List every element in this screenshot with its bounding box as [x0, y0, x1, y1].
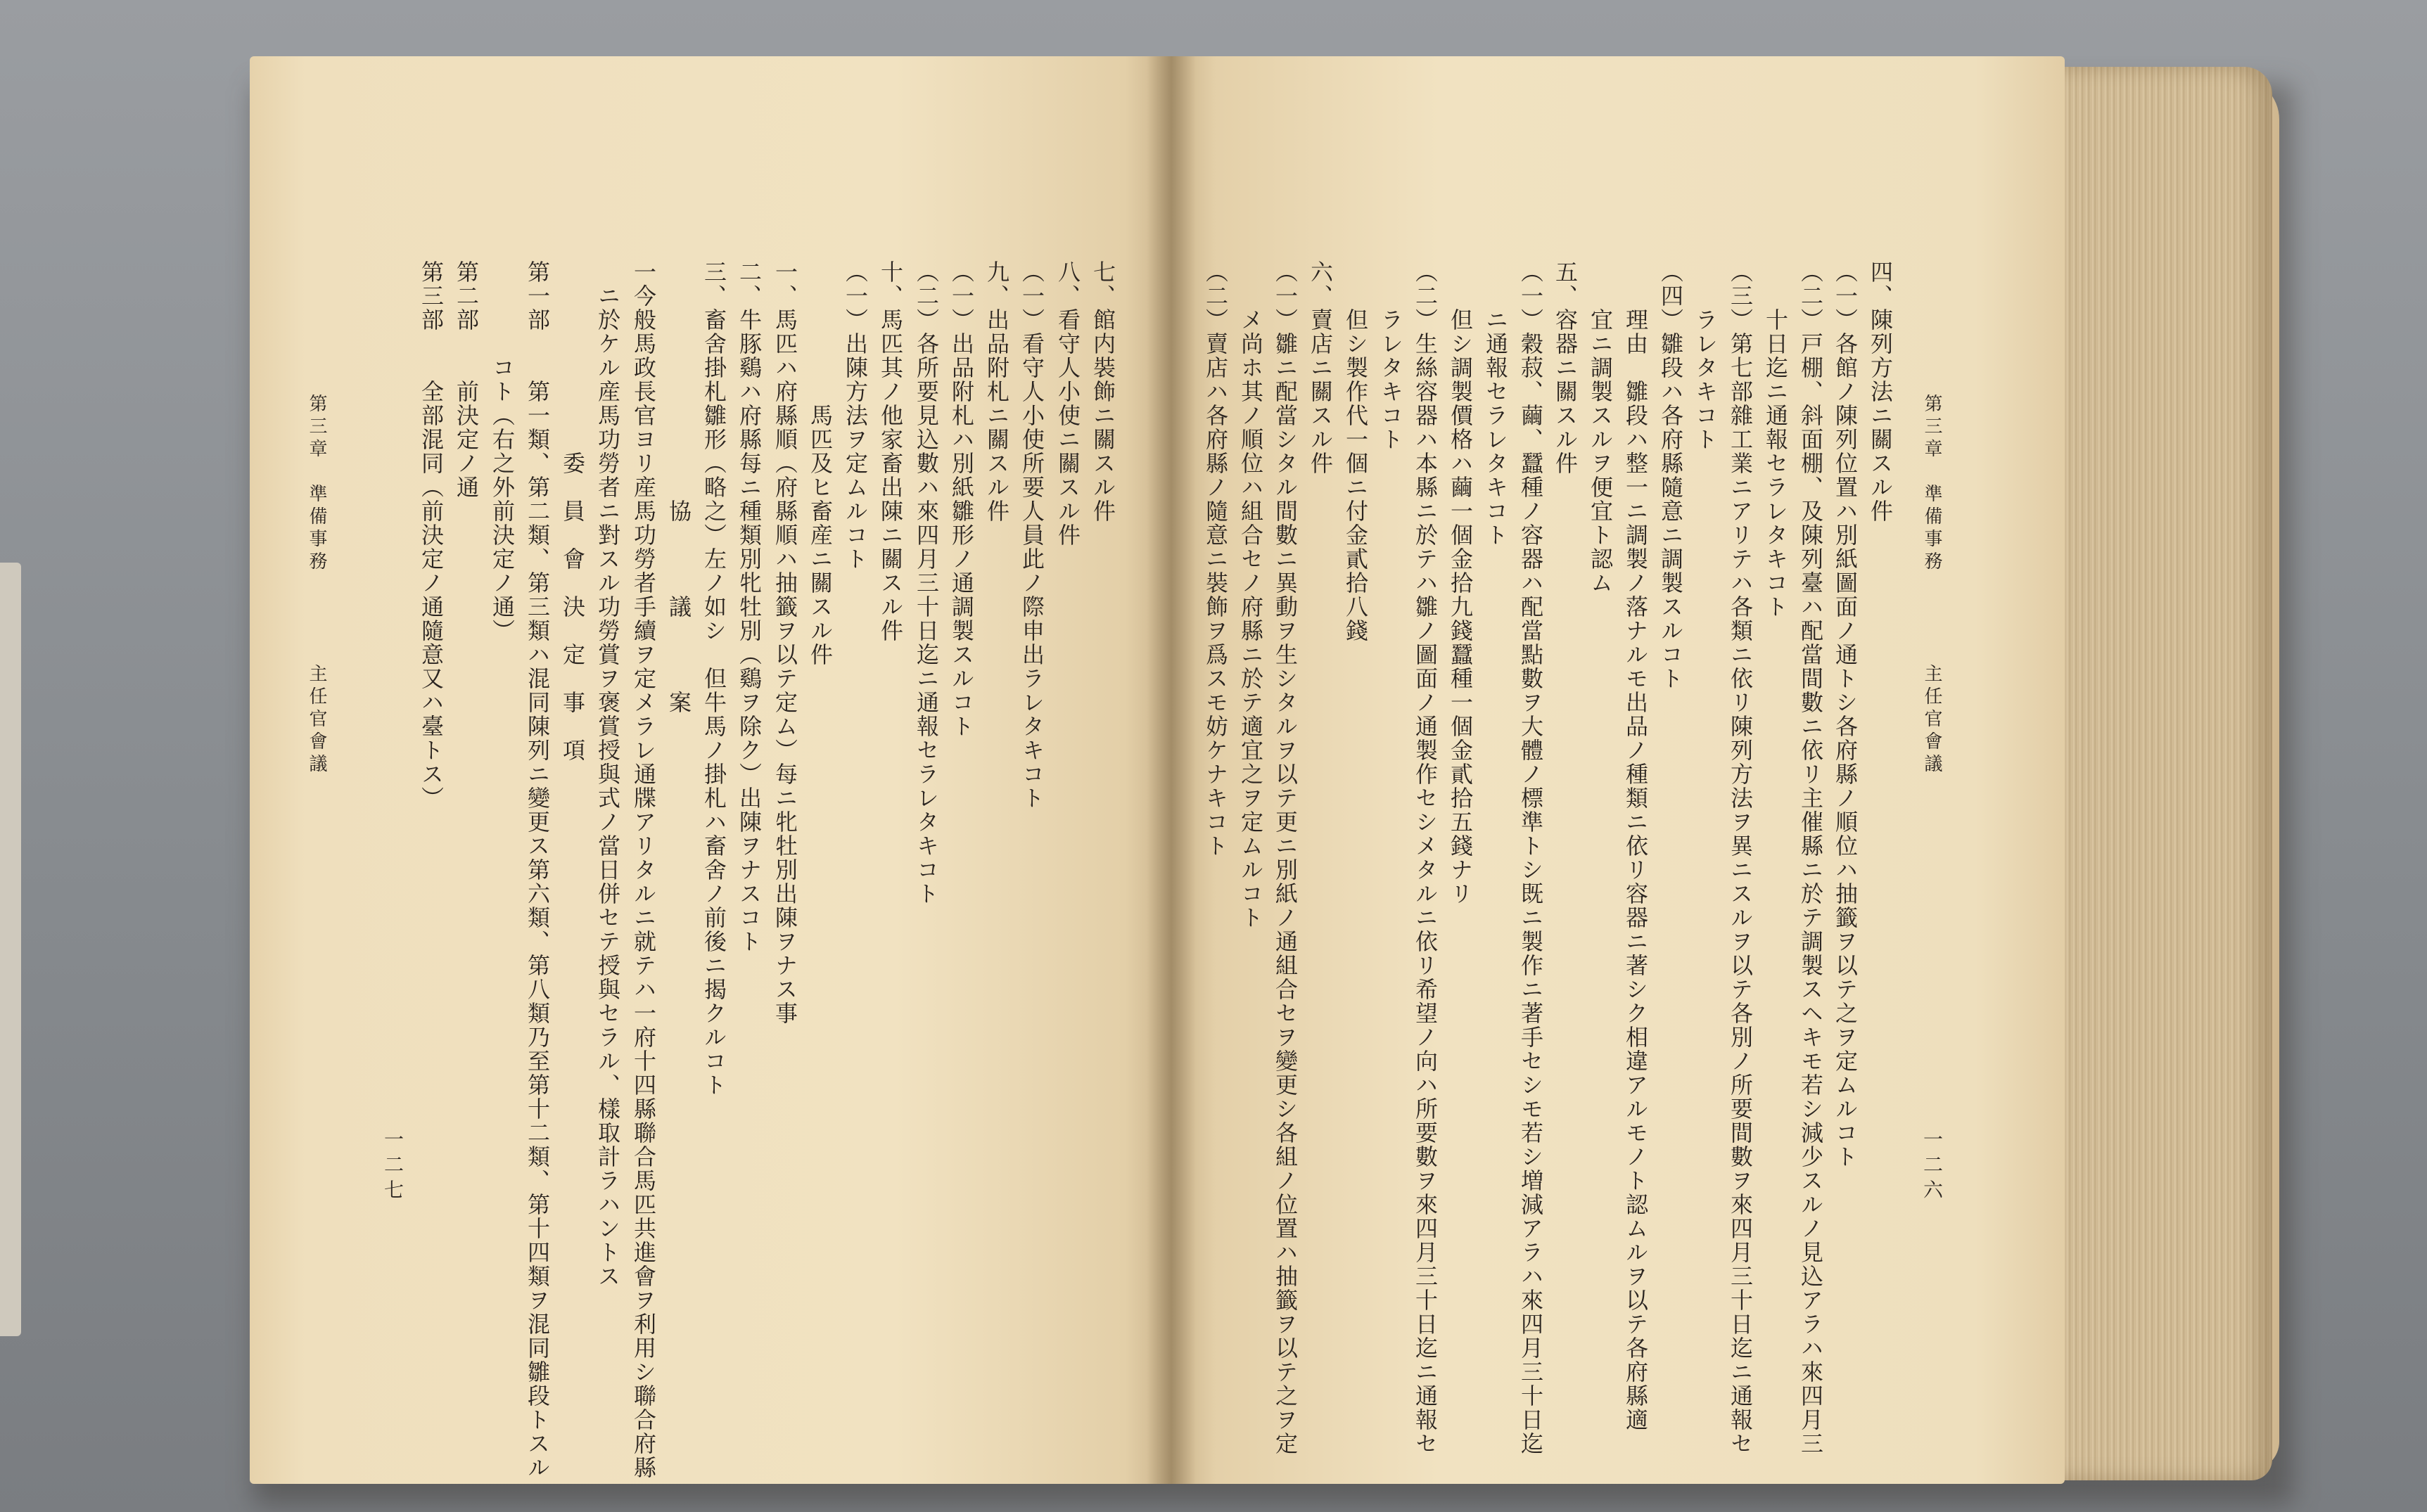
right-line-18: （一）雛ニ配當シタル間數ニ異動ヲ生シタルヲ以テ更ニ別紙ノ通組合セヲ變更シ各組ノ位置ハ抽籤ヲ以テ之ヲ定	[1272, 260, 1299, 1456]
right-line-2: （一）各館ノ陳列位置ハ別紙圖面ノ通トシ各府縣ノ順位ハ抽籤ヲ以テ之ヲ定ムルコト	[1832, 260, 1859, 1169]
left-line-20: 第三部 全部混同（前決定ノ通隨意又ハ臺トス）	[418, 260, 445, 810]
right-line-11: （一）穀菽、繭、蠶種ノ容器ハ配當點數ヲ大體ノ標準トシ既ニ製作ニ著手セシモ若シ増減アラハ來四月三十日迄	[1517, 260, 1544, 1456]
left-line-6: （二）各所要見込數ハ來四月三十日迄ニ通報セラレタキコト	[913, 260, 940, 906]
right-line-19: メ尚ホ其ノ順位ハ組合セノ府縣ニ於テ適宜之ヲ定ムルコト	[1237, 260, 1264, 930]
left-line-18: コト（右之外前決定ノ通）	[489, 260, 516, 643]
left-line-5: （一）出品附札ハ別紙雛形ノ通調製スルコト	[948, 260, 975, 738]
right-line-10: 五、容器ニ關スル件	[1552, 260, 1579, 475]
right-line-12: ニ通報セラレタキコト	[1482, 260, 1509, 547]
left-page-number: 一二七	[381, 1129, 404, 1205]
left-line-7: 十、馬匹其ノ他家畜出陳ニ關スル件	[877, 260, 904, 643]
left-line-15: ニ於ケル産馬功勞者ニ對スル功勞賞ヲ褒賞授與式ノ當日併セテ授與セラル、樣取計ラハントス	[594, 260, 621, 1288]
left-line-3: （一）看守人小使所要人員此ノ際申出ラレタキコト	[1019, 260, 1045, 810]
right-line-3: （二）戸棚、斜面棚、及陳列臺ハ配當間數ニ依リ主催縣ニ於テ調製スヘキモ若シ減少スルノ見込アラハ來四月三	[1797, 260, 1824, 1456]
right-running-head: 第三章 準備事務 主任官會議	[1921, 394, 1942, 776]
left-line-2: 八、看守人小使ニ關スル件	[1055, 260, 1081, 547]
left-line-9: 馬匹及ヒ畜産ニ關スル件	[807, 260, 834, 667]
left-line-10: 一、馬匹ハ府縣順（府縣順ハ抽籤ヲ以テ定ム）每ニ牝牡別出陳ヲナス事	[772, 260, 798, 1025]
right-line-1: 四、陳列方法ニ關スル件	[1867, 260, 1894, 523]
left-line-14: 一今般馬政長官ヨリ産馬功勞者手續ヲ定メラレ通牒アリタルニ就テハ一府十四縣聯合馬匹共進會ヲ利用シ聯合府縣	[630, 260, 657, 1480]
left-line-19: 第二部 前決定ノ通	[453, 260, 480, 499]
left-line-16: 委 員 會 決 定 事 項	[559, 260, 586, 762]
adjacent-book-edge	[0, 563, 21, 1336]
left-running-head: 第三章 準備事務 主任官會議	[306, 394, 327, 776]
right-line-15: ラレタキコト	[1377, 260, 1404, 451]
right-line-5: （三）第七部雜工業ニアリテハ各類ニ依リ陳列方法ヲ異ニスルヲ以テ各別ノ所要間數ヲ來四月三十日迄ニ通報セ	[1727, 260, 1754, 1456]
right-line-16: 但シ製作代一個ニ付金貳拾八錢	[1342, 260, 1369, 643]
left-line-17: 第一部 第一類、第二類、第三類ハ混同陳列ニ變更ス第六類、第八類乃至第十二類、第十四類ヲ混同雛段トスル	[524, 260, 551, 1480]
right-line-4: 十日迄ニ通報セラレタキコト	[1762, 260, 1789, 619]
page-stack-edge	[2040, 67, 2272, 1480]
right-page-number: 一二六	[1920, 1129, 1944, 1205]
right-line-9: 宜ニ調製スルヲ便宜ト認ム	[1587, 260, 1614, 595]
right-line-20: （二）賣店ハ各府縣ノ隨意ニ裝飾ヲ爲スモ妨ケナキコト	[1202, 260, 1229, 858]
left-line-8: （一）出陳方法ヲ定ムルコト	[842, 260, 869, 571]
right-line-17: 六、賣店ニ關スル件	[1307, 260, 1334, 475]
left-line-11: 二、牛豚鷄ハ府縣每ニ種類別牝牡別（鷄ヲ除ク）出陳ヲナスコト	[736, 260, 763, 954]
right-line-6: ラレタキコト	[1692, 260, 1719, 451]
right-line-14: （二）生絲容器ハ本縣ニ於テハ雛ノ圖面ノ通製作セシメタルニ依リ希望ノ向ハ所要數ヲ來四月三十日迄ニ通報セ	[1412, 260, 1439, 1456]
left-line-4: 九、出品附札ニ關スル件	[983, 260, 1010, 523]
left-line-1: 七、館内裝飾ニ關スル件	[1090, 260, 1116, 523]
book-gutter	[1147, 56, 1196, 1484]
right-line-13: 但シ調製價格ハ繭一個金拾九錢蠶種一個金貳拾五錢ナリ	[1447, 260, 1474, 906]
left-line-13: 協 議 案	[665, 260, 692, 715]
right-line-8: 理由 雛段ハ整一ニ調製ノ落ナルモ出品ノ種類ニ依リ容器ニ著シク相違アルモノト認ムルヲ以テ各府縣適	[1622, 260, 1649, 1432]
right-line-7: （四）雛段ハ各府縣隨意ニ調製スルコト	[1657, 260, 1684, 691]
left-line-12: 三、畜舍掛札雛形（略之）左ノ如シ 但牛馬ノ掛札ハ畜舍ノ前後ニ揭クルコト	[701, 260, 727, 1097]
